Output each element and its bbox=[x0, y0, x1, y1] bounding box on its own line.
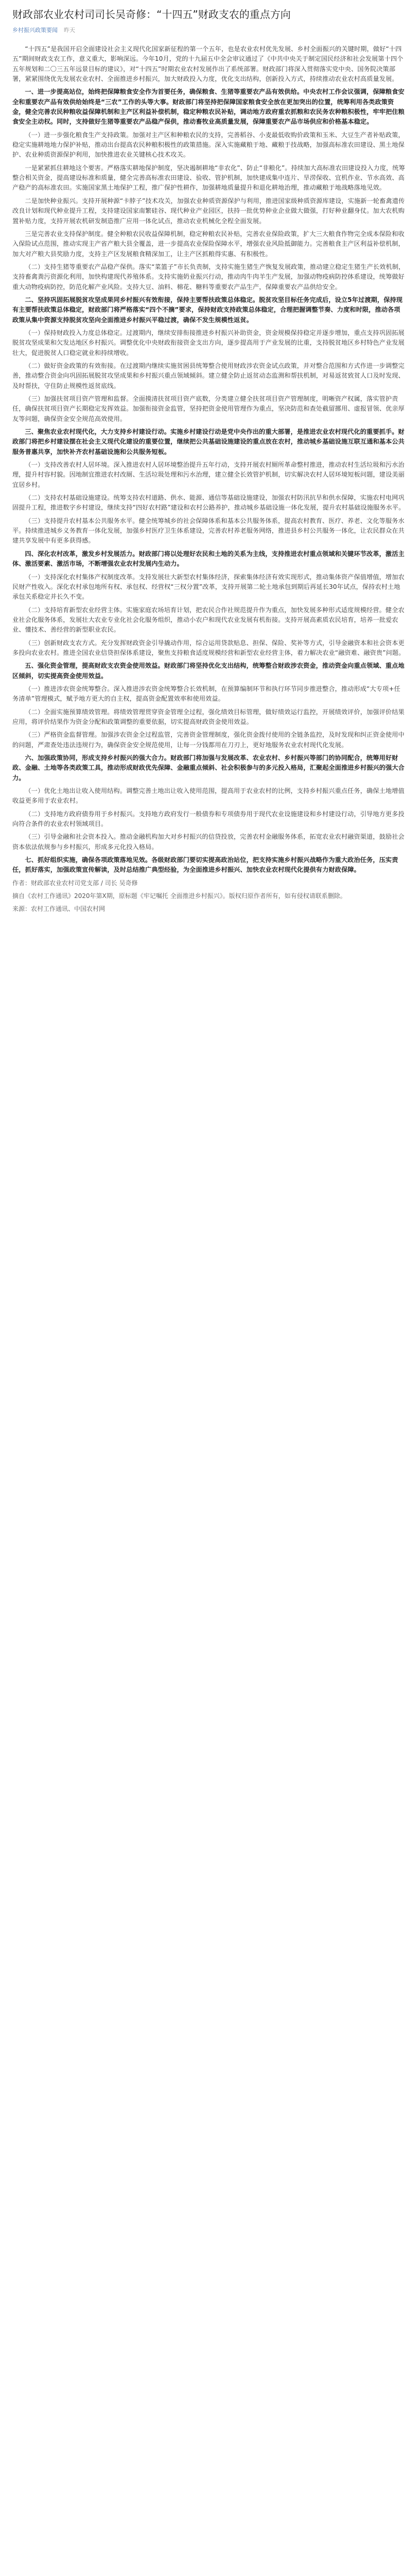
paragraph: 二是加快种业振兴。支持开展种源“卡脖子”技术攻关，加强农业种质资源保护与利用，推进国家级种质资源库建设，实施新一轮畜禽遗传改良计划和现代种业提升工程，支持建设国家南繁硅谷、现代种业产业园区，扶持一批优势种业企业做大做强，打好种业翻身仗。加大农机购置补贴力度，支持开展农机研发制造推广应用一体化试点，推动农业机械化全程全面发展。 bbox=[12, 197, 405, 225]
paragraph: “十四五”是我国开启全面建设社会主义现代化国家新征程的第一个五年，也是农业农村优先发展、乡村全面振兴的关键时期，做好“十四五”期间财政支农工作，意义重大，影响深远。今年10月，党的十九届五中全会审议通过了《中共中央关于制定国民经济和社会发展第十四个五年规划和二〇三五年远景目标的建议》，对“十四五”时期农业农村发展作出了系统部署。财政部门将深入贯彻落实党中央、国务院决策部署，紧紧围绕优先发展农业农村、全面推进乡村振兴，加大财政投入力度，优化支出结构，创新投入方式，持续推动农业农村高质量发展。 bbox=[12, 45, 404, 83]
footer-note: 摘自《农村工作通讯》2020年第X期，原标题《牢记嘱托 全面推进乡村振兴》。版权归原作者所有，如有侵权请联系删除。 bbox=[12, 892, 346, 900]
paragraph: （二）支持培育新型农业经营主体。实施家庭农场培育计划，把农民合作社规范提升作为重点，加快发展多种形式适度规模经营。健全农业社会化服务体系，发展壮大农业专业化社会化服务组织，推动小农户和现代农业发展有机衔接。支持开展高素质农民培育，培养一批爱农业、懂技术、善经营的新型职业农民。 bbox=[12, 606, 405, 634]
paragraph: （一）进一步强化粮食生产支持政策。加强对主产区和种粮农民的支持，完善稻谷、小麦最低收购价政策和玉米、大豆生产者补贴政策，稳定实施耕地地力保护补贴，推动出台提高农民种粮积极性的政策措施。深入实施藏粮于地、藏粮于技战略，加强高标准农田建设、黑土地保护、农业种质资源保护利用，加快推进农业关键核心技术攻关。 bbox=[12, 131, 405, 159]
paragraph: （三）创新财政支农方式。充分发挥财政资金引导撬动作用，综合运用贷款贴息、担保、保险、奖补等方式，引导金融资本和社会资本更多投向农业农村。推进全国农业信贷担保体系建设，聚焦支持粮食适度规模经营和新型农业经营主体，着力解决农业“融资难、融资贵”问题。 bbox=[12, 639, 405, 656]
paragraph: （二）做好资金政策的有效衔接。在过渡期内继续实施贫困县统筹整合使用财政涉农资金试点政策，并对整合范围和方式作进一步调整完善，推动整合资金向巩固拓展脱贫攻坚成果和乡村振兴重点领域倾斜。建立健全防止返贫动态监测和帮扶机制，对易返贫致贫人口及时发现、及时帮扶，守住防止规模性返贫底线。 bbox=[12, 362, 405, 389]
section-heading: 五、强化资金管理，提高财政支农资金使用效益。财政部门将坚持优化支出结构，统筹整合财政涉农资金，推动资金向重点领域、重点地区倾斜，切实提高资金使用效益。 bbox=[12, 662, 405, 680]
section-heading: 六、加强政策协同，形成支持乡村振兴的强大合力。财政部门将加强与发展改革、农业农村、乡村振兴等部门的协同配合，统筹用好财政、金融、土地等各类政策工具，推动形成财政优先保障、金融重点倾斜、社会积极参与的多元投入格局，汇聚起全面推进乡村振兴的强大合力。 bbox=[12, 754, 405, 782]
section-heading: 七、抓好组织实施，确保各项政策落地见效。各级财政部门要切实提高政治站位，把支持实施乡村振兴战略作为重大政治任务，压实责任，抓好落实，加强政策宣传解读，及时总结推广典型经验，为全面推进乡村振兴、加快农业农村现代化提供有力财政保障。 bbox=[12, 856, 398, 874]
paragraph: （一）支持深化农村集体产权制度改革。支持发展壮大新型农村集体经济，探索集体经济有效实现形式，推动集体资产保值增值，增加农民财产性收入。深化农村承包地所有权、承包权、经营权“三权分置”改革，支持开展第二轮土地承包到期后再延长30年试点，保持农村土地承包关系稳定并长久不变。 bbox=[12, 573, 405, 601]
section-heading: 四、深化农村改革，激发乡村发展活力。财政部门将以处理好农民和土地的关系为主线，支持推进农村重点领域和关键环节改革，激活主体、激活要素、激活市场，不断增强农业农村发展内生动力。 bbox=[12, 550, 405, 568]
source-link[interactable]: 乡村振兴政策要闻 bbox=[12, 27, 58, 33]
article-footer bbox=[12, 878, 406, 914]
section-heading: 三、聚焦农业农村现代化，大力支持乡村建设行动。实施乡村建设行动是党中央作出的重大部署，是推进农业农村现代化的重要抓手。财政部门将把乡村建设摆在社会主义现代化建设的重要位置，继续把公共基础设施建设的重点放在农村，推动城乡基础设施互联互通和基本公共服务普惠共享，加快补齐农村基础设施和公共服务短板。 bbox=[12, 428, 405, 455]
paragraph: （一）保持财政投入力度总体稳定。过渡期内，继续安排衔接推进乡村振兴补助资金，资金规模保持稳定并逐步增加，重点支持巩固拓展脱贫攻坚成果和欠发达地区乡村振兴。调整优化中央财政衔接资金支出方向，逐步提高用于产业发展的比重，支持脱贫地区乡村特色产业发展壮大，促进脱贫人口稳定就业和持续增收。 bbox=[12, 329, 405, 357]
paragraph: （二）全面实施预算绩效管理。将绩效管理贯穿资金管理全过程，强化绩效目标管理，做好绩效运行监控，开展绩效评价，加强评价结果应用，将评价结果作为资金分配和政策调整的重要依据，切实提高财政资金使用效益。 bbox=[12, 708, 405, 725]
section-heading: 一、进一步提高站位，始终把保障粮食安全作为首要任务，确保粮食、生猪等重要农产品有效供给。中央农村工作会议强调，保障粮食安全和重要农产品有效供给始终是“三农”工作的头等大事。财政部门将坚持把保障国家粮食安全放在更加突出的位置，统筹利用各类政策资金，健全完善农民种粮收益保障机制和主产区利益补偿机制，稳定种粮农民补贴，调动地方政府重农抓粮和农民务农种粮积极性，牢牢把住粮食安全主动权。同时，支持做好生猪等重要农产品稳产保供，推动畜牧业高质量发展，保障重要农产品市场供应和价格基本稳定。 bbox=[12, 88, 405, 126]
paragraph: （三）引导金融和社会资本投入。推动金融机构加大对乡村振兴的信贷投放，完善农村金融服务体系，拓宽农业农村融资渠道，鼓励社会资本依法依规参与乡村振兴，形成多元化投入格局。 bbox=[12, 833, 405, 851]
paragraph: （二）支持生猪等重要农产品稳产保供。落实“菜篮子”市长负责制，支持实施生猪生产恢复发展政策，推动建立稳定生猪生产长效机制，支持畜禽粪污资源化利用，加快构建现代养殖体系。支持实施奶业振兴行动，推动肉牛肉羊生产发展，加强动物疫病防控体系建设，统筹做好重大动物疫病防控，防范化解产业风险。支持大豆、油料、棉花、糖料等重要农产品生产，保障重要农产品供给安全。 bbox=[12, 263, 405, 291]
paragraph: （三）严格资金监督管理。加强涉农资金全过程监管，完善资金管理制度，强化资金拨付使用的全链条监控，及时发现和纠正资金使用中的问题，严肃查处违法违规行为，确保资金安全规范使用，让每一分钱都用在刀刃上，更好地服务农业农村现代化发展。 bbox=[12, 731, 405, 749]
paragraph: 三是完善农业支持保护制度。健全种粮农民收益保障机制，稳定种粮农民补贴，完善农业保险政策，扩大三大粮食作物完全成本保险和收入保险试点范围，推动实现主产省产粮大县全覆盖，进一步提高农业保险保障水平，增强农业风险抵御能力。完善粮食主产区利益补偿机制，加大对产粮大县奖励力度，支持主产区发展粮食精深加工，让主产区抓粮得实惠、有积极性。 bbox=[12, 230, 405, 258]
source-line: 来源：农村工作通讯、中国农村网 bbox=[12, 905, 106, 912]
author-line: 作者：财政部农业农村司党支部 / 司长 吴奇修 bbox=[12, 879, 138, 887]
paragraph: 一是紧紧抓住耕地这个要害。严格落实耕地保护制度，坚决遏制耕地“非农化”、防止“非粮化”。持续加大高标准农田建设投入力度，统筹整合相关资金，提高建设标准和质量，健全完善高标准农田建设、验收、管护机制，加快建成集中连片、旱涝保收、宜机作业、节水高效、高产稳产的高标准农田。实施国家黑土地保护工程，推广保护性耕作，加强耕地质量提升和退化耕地治理，推动藏粮于地战略落地见效。 bbox=[12, 164, 405, 192]
paragraph: （一）支持改善农村人居环境。深入推进农村人居环境整治提升五年行动，支持开展农村厕所革命整村推进，推动农村生活垃圾和污水治理，提升村容村貌。因地制宜推进农村改厕、生活垃圾处理和污水治理，建立健全长效管护机制，切实解决农村人居环境短板问题，建设美丽宜居乡村。 bbox=[12, 461, 405, 488]
section-heading: 二、坚持巩固拓展脱贫攻坚成果同乡村振兴有效衔接，保持主要帮扶政策总体稳定。脱贫攻坚目标任务完成后，设立5年过渡期，保持现有主要帮扶政策总体稳定，财政部门将严格落实“四个不摘”要求，保持财政支持政策总体稳定，合理把握调整节奏、力度和时限，推动各项政策从集中资源支持脱贫攻坚向全面推进乡村振兴平稳过渡，确保不发生规模性返贫。 bbox=[12, 296, 403, 324]
article-title: 财政部农业农村司司长吴奇修：“十四五”财政支农的重点方向 bbox=[12, 8, 291, 21]
publish-date: 昨天 bbox=[64, 27, 75, 33]
article-body bbox=[12, 44, 406, 875]
paragraph: （二）支持农村基础设施建设。统筹支持农村道路、供水、能源、通信等基础设施建设，加强农村防汛抗旱和供水保障，实施农村电网巩固提升工程，推进数字乡村建设，继续支持“四好农村路”建设和农村公路养护，推动城乡基础设施一体化发展，提升农村基础设施服务水平。 bbox=[12, 494, 405, 512]
paragraph: （一）优化土地出让收入使用结构。调整完善土地出让收入使用范围，提高用于农业农村的比例，支持乡村振兴重点任务，确保土地增值收益更多用于农业农村。 bbox=[12, 787, 405, 805]
paragraph: （三）加强扶贫项目资产管理和监督。全面摸清扶贫项目资产底数，分类建立健全扶贫项目资产管理制度，明晰资产权属，落实管护责任，确保扶贫项目资产长期稳定发挥效益。加强衔接资金监管，坚持把资金使用管理作为重点，坚决防范和查处截留挪用、虚报冒领、优亲厚友等问题，确保资金安全规范高效使用。 bbox=[12, 395, 405, 422]
paragraph: （二）支持地方政府债券用于乡村振兴。支持地方政府发行一般债券和专项债券用于现代农业设施建设和乡村建设行动，引导地方更多投向符合条件的农业农村领域项目。 bbox=[12, 810, 405, 828]
paragraph: （三）支持提升农村基本公共服务水平。健全统筹城乡的社会保障体系和基本公共服务体系，提高农村教育、医疗、养老、文化等服务水平。持续推进城乡义务教育一体化发展，加强乡村医疗卫生体系建设，完善农村养老服务网络，推进县乡村公共服务一体化，让农民群众在共建共享发展中有更多获得感。 bbox=[12, 517, 405, 545]
article-meta bbox=[12, 26, 406, 34]
paragraph: （一）推进涉农资金统筹整合。深入推进涉农资金统筹整合长效机制，在预算编制环节和执行环节同步推进整合，推动形成“大专项+任务清单”管理模式，赋予地方更大的自主权，提高资金配置效率和使用效益。 bbox=[12, 685, 400, 703]
